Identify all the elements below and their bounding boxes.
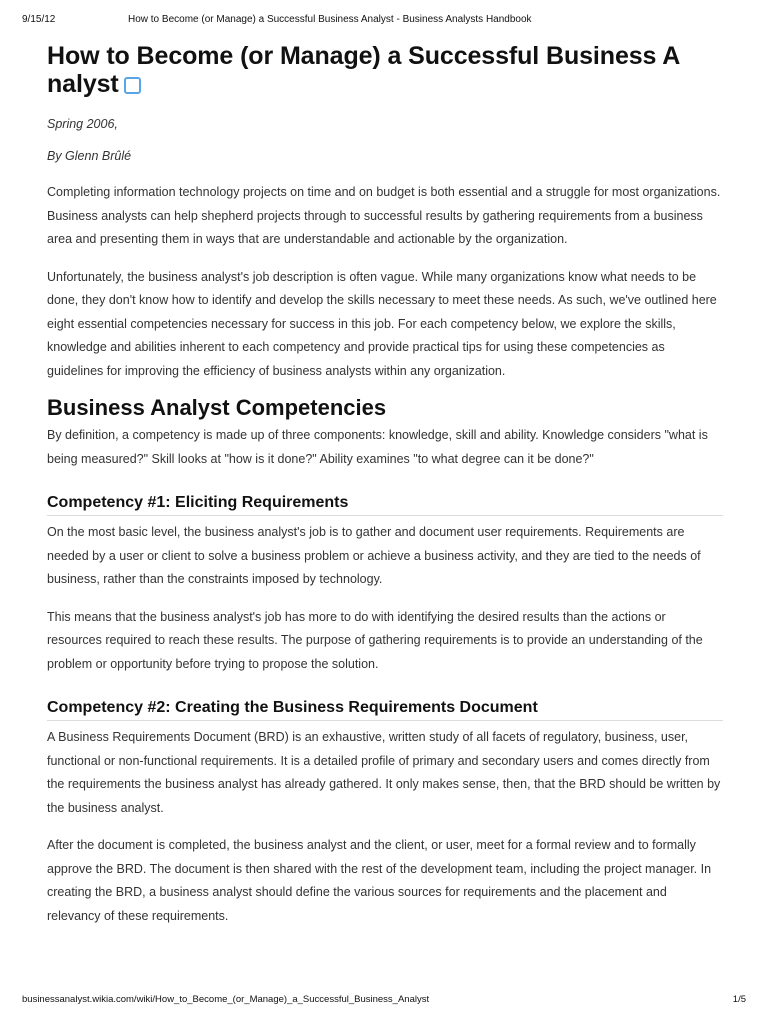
article: [47, 42, 723, 928]
print-page-title: How to Become (or Manage) a Successful Business Analyst - Business Analysts Handbook: [128, 14, 532, 25]
print-date: 9/15/12: [22, 14, 56, 25]
competency-1-heading: Competency #1: Eliciting Requirements: [47, 493, 723, 516]
intro-paragraph-2: Unfortunately, the business analyst's job description is often vague. While many organizations know what needs to be done, they don't know how to identify and develop the skills necessary to meet these needs. As such, we've outlined here eight essential competencies necessary for success in this job. For each competency below, we explore the skills, knowledge and abilities inherent to each competency and provide practical tips for using these competencies as guidelines for improving the efficiency of business analysts within any organization.: [47, 269, 717, 378]
print-header: [0, 14, 768, 30]
competency-2-paragraph-2: After the document is completed, the business analyst and the client, or user, meet for a formal review and to formally approve the BRD. The document is then shared with the rest of the development team, including the project manager. In creating the BRD, a business analyst should define the various sources for requirements and the placement and relevancy of these requirements.: [47, 838, 712, 923]
intro-paragraph-1: Completing information technology projects on time and on budget is both essential and a struggle for most organizations. Business analysts can help shepherd projects through to successful results by gathering requirements from a business area and presenting them in ways that are understandable and actionable by the organization.: [47, 185, 721, 246]
competency-1-paragraph-1: On the most basic level, the business analyst's job is to gather and document user requirements. Requirements are needed by a user or client to solve a business problem or achieve a business activity, and they are tied to the needs of business, rather than the constraints imposed by technology.: [47, 525, 701, 586]
article-title: [47, 42, 723, 98]
edit-icon[interactable]: [124, 77, 141, 94]
print-footer: [0, 994, 768, 1010]
section-heading: Business Analyst Competencies: [47, 395, 387, 420]
page-number: 1/5: [732, 994, 746, 1005]
article-author: By Glenn Brûlé: [47, 149, 132, 163]
competency-2-paragraph-1: A Business Requirements Document (BRD) is an exhaustive, written study of all facets of regulatory, business, user, functional or non-functional requirements. It is a detailed profile of primary and secondary users and comes directly from the requirements the business analyst has already gathered. It only makes sense, then, that the BRD should be written by the business analyst.: [47, 730, 721, 815]
competency-1-paragraph-2: This means that the business analyst's job has more to do with identifying the desired results than the actions or resources required to reach these results. The purpose of gathering requirements is to provide an understanding of the problem or opportunity before trying to propose the solution.: [47, 609, 703, 671]
competency-2-heading: Competency #2: Creating the Business Requirements Document: [47, 698, 723, 721]
article-title-text: How to Become (or Manage) a Successful Business A nalyst: [47, 42, 680, 98]
print-url: businessanalyst.wikia.com/wiki/How_to_Become_(or_Manage)_a_Successful_Business_Analyst: [22, 994, 430, 1005]
article-date: Spring 2006,: [47, 117, 118, 131]
section-intro: By definition, a competency is made up of three components: knowledge, skill and ability. Knowledge considers "what is being measured?" Skill looks at "how is it done?" Ability examines "to what degree can it be done?": [47, 428, 708, 466]
